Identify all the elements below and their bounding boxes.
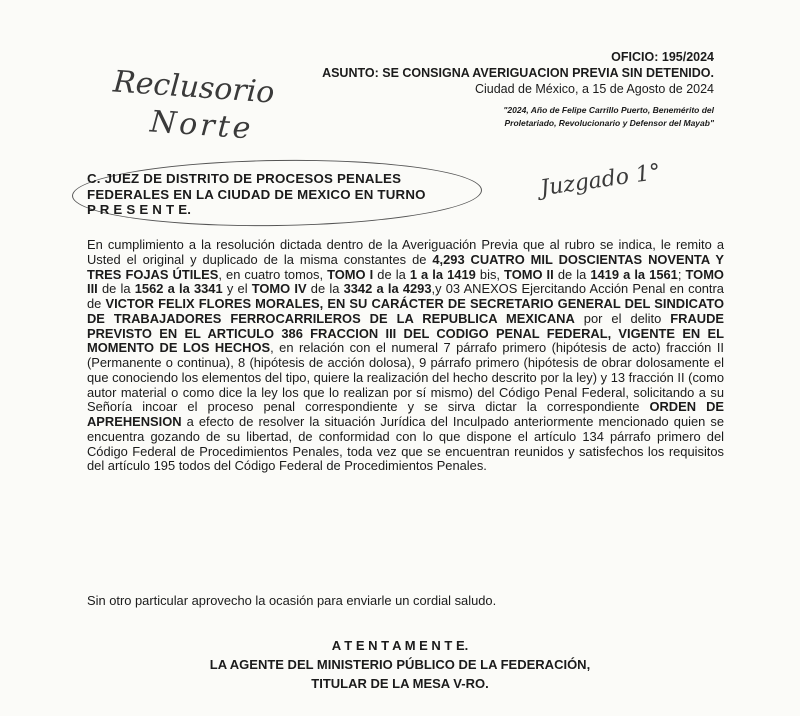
body-bold: 1562 a la 3341: [134, 281, 223, 297]
body-bold: TOMO III: [87, 266, 724, 297]
body-text: En cumplimiento a la resolución dictada dentro de la Averiguación Previa que al rubro se indica, le remito a Usted el original y duplicado de la misma constantes de: [87, 237, 724, 267]
body-bold: 1419 a la 1561: [590, 266, 678, 282]
body-text: de la: [553, 266, 591, 282]
body-text: por el delito: [574, 310, 671, 326]
addressee-block: [87, 171, 426, 218]
addressee-line-1: C. JUEZ DE DISTRITO DE PROCESOS PENALES: [87, 171, 402, 186]
body-text: a efecto de resolver la situación Jurídica del Inculpado anteriormente mencionado quien se encuentra gozando de su libertad, de conformidad con lo que dispone el artículo 134 párrafo primero del Código Federal de Procedimientos Penales, toda vez que se encuentran reunidos y satisfechos los requisitos del artículo 195 todos del Código Federal de Procedimientos Penales.: [87, 414, 724, 474]
addressee-line-2: FEDERALES EN LA CIUDAD DE MEXICO EN TURNO: [87, 186, 426, 202]
place-date: Ciudad de México, a 15 de Agosto de 2024: [474, 82, 714, 96]
body-bold: 4,293 CUATRO MIL DOSCIENTAS NOVENTA Y TRES FOJAS ÚTILES: [87, 251, 724, 282]
body-text: ,y 03 ANEXOS Ejercitando Acción Penal en contra de: [87, 281, 724, 311]
year-motto: [503, 104, 714, 129]
body-text: , en relación con el numeral 7 párrafo primero (hipótesis de acto) fracción II (Permanente o continua), 8 (hipótesis de acción dolosa), 9 párrafo primero (hipótesis de obrar dolosamente el que conociendo los elementos del tipo, quiere la realización del hecho descrito por la ley) y 13 fracción II (como autor material o como dice la ley los que lo realizan por sí mismo) del Código Penal Federal, solicitando a su Señoría incoar el proceso penal correspondiente y se sirva dictar la correspondiente: [87, 340, 724, 415]
body-text: de la: [97, 281, 135, 297]
oficio-number: OFICIO: 195/2024: [611, 50, 714, 64]
body-text: ;: [677, 266, 686, 282]
signature-atentamente: A T E N T A M E N T E.: [331, 638, 469, 653]
motto-line-1: "2024, Año de Felipe Carrillo Puerto, Benemérito del: [503, 105, 714, 115]
motto-line-2: Proletariado, Revolucionario y Defensor del Mayab": [504, 117, 714, 128]
body-bold: VICTOR FELIX FLORES MORALES, EN SU CARÁCTER DE SECRETARIO GENERAL DEL SINDICATO DE TRABAJADORES FERROCARRILEROS DE LA REPUBLICA MEXICANA: [87, 296, 724, 326]
body-bold: 1 a la 1419: [409, 266, 476, 282]
body-text: y el: [222, 281, 252, 297]
body-text: bis,: [475, 266, 505, 282]
body-bold: ORDEN DE APREHENSION: [87, 399, 724, 429]
body-bold: 3342 a la 4293: [343, 281, 432, 297]
body-bold: TOMO I: [327, 266, 374, 282]
addressee-line-3: P R E S E N T E.: [87, 202, 192, 217]
closing-line: Sin otro particular aprovecho la ocasión para enviarle un cordial saludo.: [87, 593, 497, 608]
body-bold: TOMO IV: [251, 281, 307, 297]
body-bold: TOMO II: [504, 266, 554, 282]
asunto-line: ASUNTO: SE CONSIGNA AVERIGUACION PREVIA SIN DETENIDO.: [322, 66, 714, 80]
handwritten-juzgado: Juzgado 1°: [538, 159, 663, 202]
signature-title-2: TITULAR DE LA MESA V-RO.: [311, 676, 489, 691]
handwritten-reclusorio: Reclusorio: [111, 64, 276, 111]
body-bold: FRAUDE PREVISTO EN EL ARTICULO 386 FRACCION III DEL CODIGO PENAL FEDERAL, VIGENTE EN EL MOMENTO DE LOS HECHOS: [87, 310, 724, 356]
body-paragraph: [87, 238, 724, 474]
body-text: , en cuatro tomos,: [218, 266, 328, 282]
body-text: de la: [306, 281, 344, 297]
body-text: de la: [373, 266, 410, 282]
handwritten-norte: Norte: [148, 104, 255, 147]
signature-title-1: LA AGENTE DEL MINISTERIO PÚBLICO DE LA FEDERACIÓN,: [209, 657, 591, 672]
